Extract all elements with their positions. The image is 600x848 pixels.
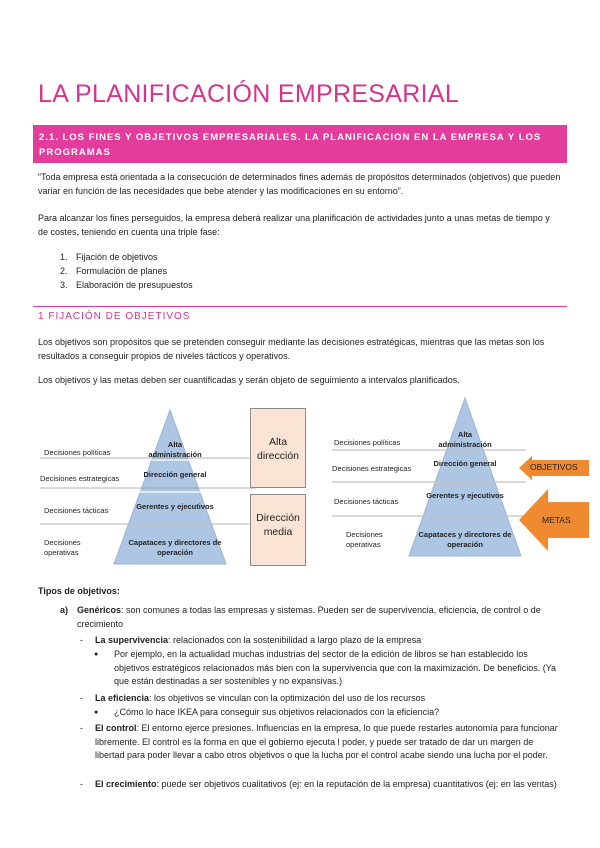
control-item: El control: El entorno ejerce presiones. Influencias en la empresa, lo que puede restarles autonomía para funcionar libremente. El control es la forma en que el gobierno ejecuta l poder, y puede ser tratado de dar un margen de libertad para poder llevar a cabo otros objetivos o que la lucha por el control acabe siendo una lucha por el poder. <box>95 723 558 760</box>
intro-paragraph: Para alcanzar los fines perseguidos, la empresa deberá realizar una planificación de actividades junto a unas metas de tiempo y de costes, teniendo en cuenta una triple fase: <box>38 213 550 237</box>
direccion-media-box <box>250 494 306 566</box>
section1-paragraph-2: Los objetivos y las metas deben ser cuantificadas y serán objeto de seguimiento a intervalos planificados. <box>38 375 460 385</box>
phase-label: Elaboración de presupuestos <box>76 280 193 290</box>
section-banner <box>33 125 567 163</box>
alta-direccion-label: Alta dirección <box>256 436 300 462</box>
right-level-capataces: Capataces y directores de operación <box>418 530 512 549</box>
dash-icon: - <box>80 779 83 789</box>
left-label-tacticas: Decisiones tácticas <box>44 506 109 515</box>
dash-icon: - <box>80 723 83 733</box>
bullet-icon: ● <box>94 651 99 658</box>
dash-icon: - <box>80 693 83 703</box>
phase-label: Formulación de planes <box>76 266 168 276</box>
alta-direccion-box <box>250 408 306 488</box>
objetivos-label: OBJETIVOS <box>530 462 578 472</box>
list-marker-a: a) <box>60 605 69 615</box>
supervivencia-bullet: Por ejemplo, en la actualidad muchas industrias del sector de la edición de libros se han establecido los objetivos estratégicos relacionados más bien con la supervivencia que con la maximización. De beneficios. (Ya que están destinadas a ser sostenibles y no expansivas.) <box>114 649 557 686</box>
right-level-gerentes: Gerentes y ejecutivos <box>426 491 504 500</box>
right-label-tacticas: Decisiones tácticas <box>334 497 399 506</box>
left-level-alta: Alta administración <box>148 440 202 459</box>
left-label-operativas: Decisiones operativas <box>44 538 81 557</box>
phase-label: Fijación de objetivos <box>76 252 158 262</box>
section-divider <box>33 306 567 307</box>
left-level-capataces: Capataces y directores de operación <box>128 538 222 557</box>
right-label-estrategicas: Decisiones estrategicas <box>332 464 412 473</box>
right-label-operativas: Decisiones operativas <box>346 530 383 549</box>
supervivencia-item: La supervivencia: relacionados con la sostenibilidad a largo plazo de la empresa <box>95 635 422 645</box>
metas-label: METAS <box>542 515 571 525</box>
eficiencia-bullet: ¿Cómo lo hace IKEA para conseguir sus objetivos relacionados con la eficiencia? <box>114 707 440 717</box>
section1-paragraph: Los objetivos son propósitos que se pretenden conseguir mediante las decisiones estratégicas, mientras que las metas son los resultados a conseguir propios de niveles tácticos y operativos. <box>38 337 545 361</box>
section-heading: 1 FIJACIÓN DE OBJETIVOS <box>38 311 191 322</box>
quote-paragraph: “Toda empresa está orientada a la consecución de determinados fines además de propósitos determinados (objetivos) que pueden variar en función de las necesidades que bebe atender y las modificaciones en su entorno”. <box>38 172 561 196</box>
right-level-direccion: Dirección general <box>433 459 497 468</box>
left-level-gerentes: Gerentes y ejecutivos <box>136 502 214 511</box>
banner-text: 2.1. LOS FINES Y OBJETIVOS EMPRESARIALES. LA PLANIFICACION EN LA EMPRESA Y LOS PROGRAMAS <box>39 132 542 158</box>
right-level-alta: Alta administración <box>438 430 492 449</box>
left-level-direccion: Dirección general <box>143 470 207 479</box>
genericos-item: Genéricos: son comunes a todas las empresas y sistemas. Pueden ser de supervivencia, eficiencia, de control o de crecimiento <box>77 605 541 629</box>
phase-item: 3. <box>60 280 68 290</box>
dash-icon: - <box>80 635 83 645</box>
crecimiento-item: El crecimiento: puede ser objetivos cualitativos (ej: en la reputación de la empresa) cuantitativos (ej: en las ventas) <box>95 779 557 789</box>
bullet-icon: ● <box>94 709 99 716</box>
phase-item: 2. <box>60 266 68 276</box>
tipos-heading: Tipos de objetivos: <box>38 586 120 596</box>
eficiencia-item: La eficiencia: los objetivos se vinculan con la optimización del uso de los recursos <box>95 693 426 703</box>
left-label-politicas: Decisiones políticas <box>44 448 111 457</box>
direccion-media-label: Dirección media <box>256 512 300 538</box>
right-label-politicas: Decisiones políticas <box>334 438 401 447</box>
page-title: LA PLANIFICACIÓN EMPRESARIAL <box>38 80 460 108</box>
phase-item: 1. <box>60 252 68 262</box>
left-label-estrategicas: Decisiones estrategicas <box>40 474 120 483</box>
